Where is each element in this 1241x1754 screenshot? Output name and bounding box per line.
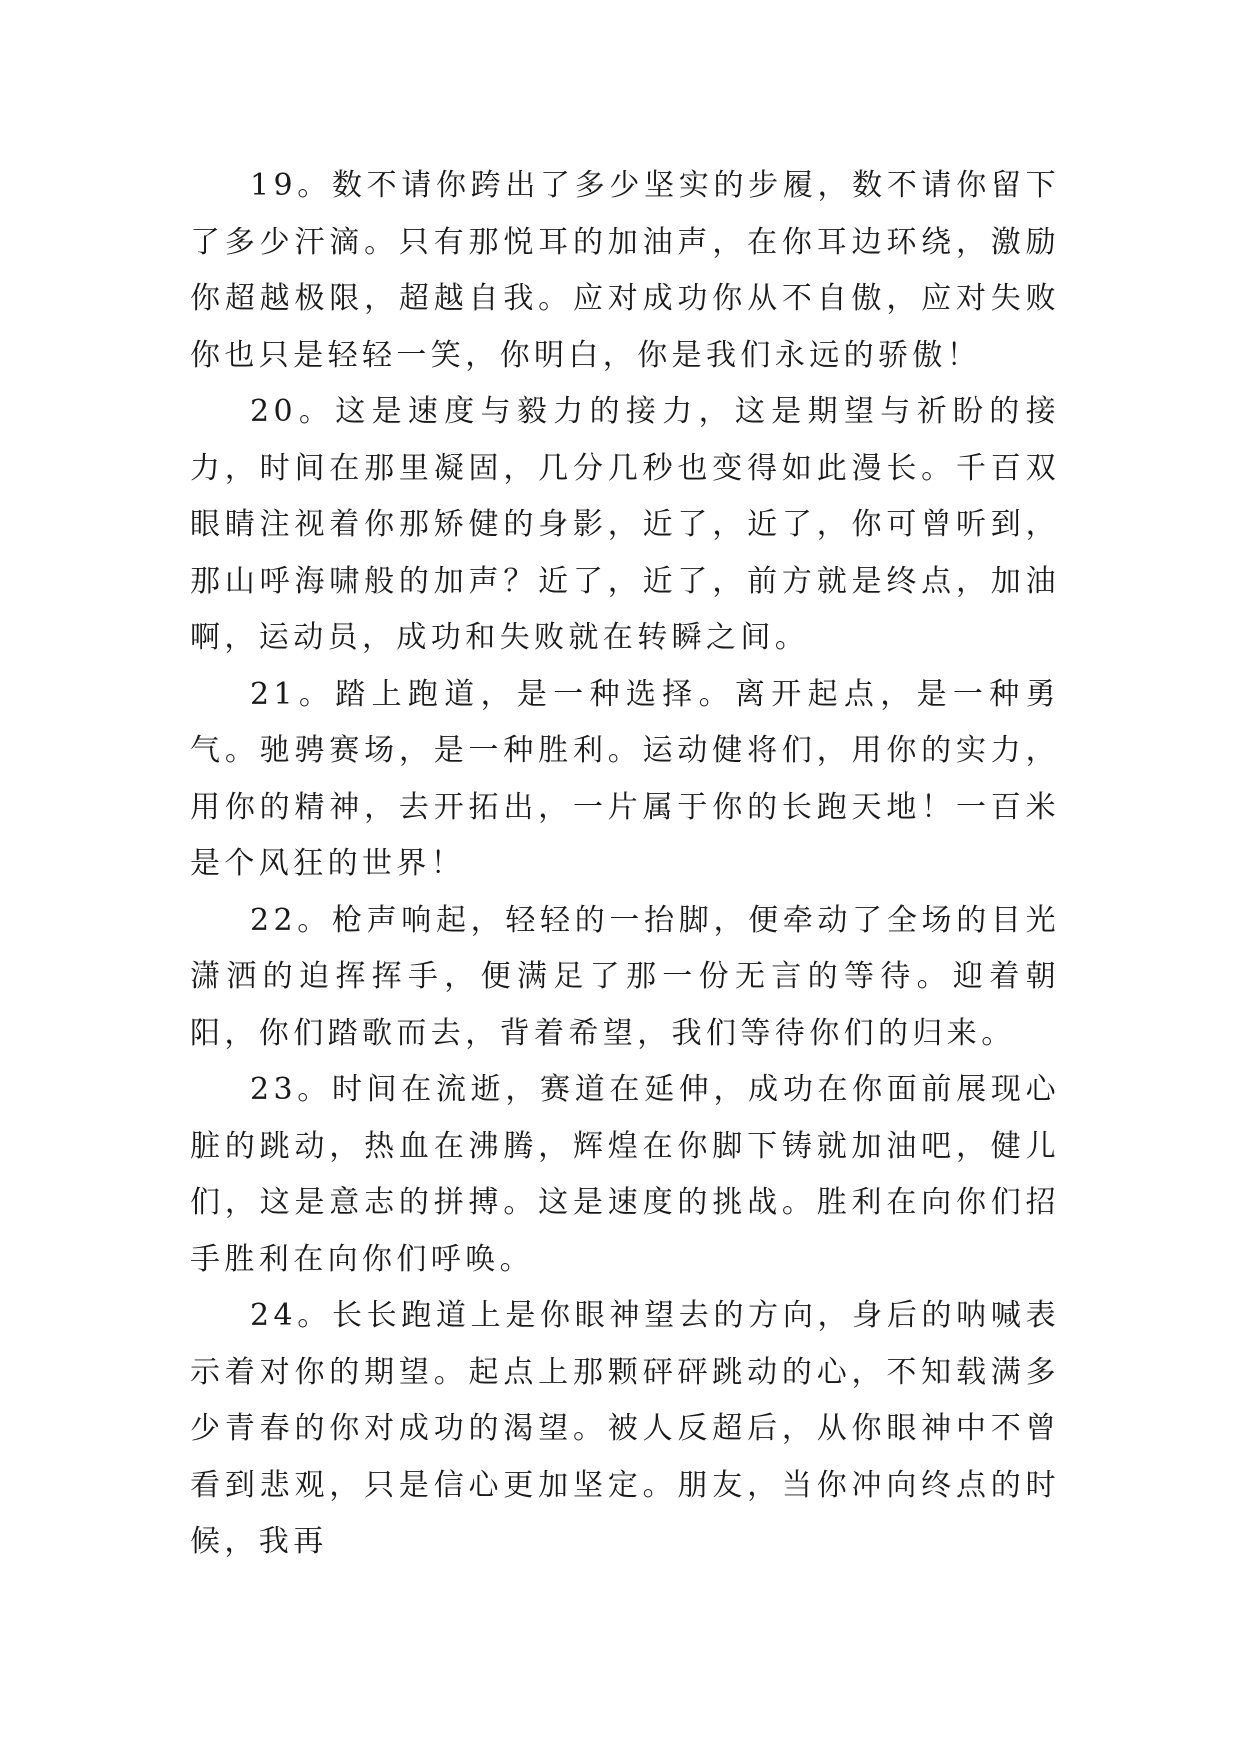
paragraph-20: 20。这是速度与毅力的接力，这是期望与祈盼的接力，时间在那里凝固，几分几秒也变得如此漫长。千百双眼睛注视着你那矫健的身影，近了，近了，你可曾听到，那山呼海啸般的加声？近了，近了，前方就是终点，加油啊，运动员，成功和失败就在转瞬之间。 [190,394,1060,655]
paragraph-19: 19。数不请你跨出了多少坚实的步履，数不请你留下了多少汗滴。只有那悦耳的加油声，在你耳边环绕，激励你超越极限，超越自我。应对成功你从不自傲，应对失败你也只是轻轻一笑，你明白，你是我们永远的骄傲！ [190,168,1060,373]
paragraph-23: 23。时间在流逝，赛道在延伸，成功在你面前展现心脏的跳动，热血在沸腾，辉煌在你脚下铸就加油吧，健儿们，这是意志的拼搏。这是速度的挑战。胜利在向你们招手胜利在向你们呼唤。 [190,1072,1060,1277]
paragraph-22: 22。枪声响起，轻轻的一抬脚，便牵动了全场的目光潇洒的迫挥挥手，便满足了那一份无言的等待。迎着朝阳，你们踏歌而去，背着希望，我们等待你们的归来。 [190,902,1060,1051]
document-body [190,158,1060,1571]
paragraph-21: 21。踏上跑道，是一种选择。离开起点，是一种勇气。驰骋赛场，是一种胜利。运动健将们，用你的实力，用你的精神，去开拓出，一片属于你的长跑天地！一百米是个风狂的世界！ [190,676,1060,881]
paragraph-24: 24。长长跑道上是你眼神望去的方向，身后的呐喊表示着对你的期望。起点上那颗砰砰跳动的心，不知载满多少青春的你对成功的渴望。被人反超后，从你眼神中不曾看到悲观，只是信心更加坚定。朋友，当你冲向终点的时候，我再 [190,1298,1060,1559]
